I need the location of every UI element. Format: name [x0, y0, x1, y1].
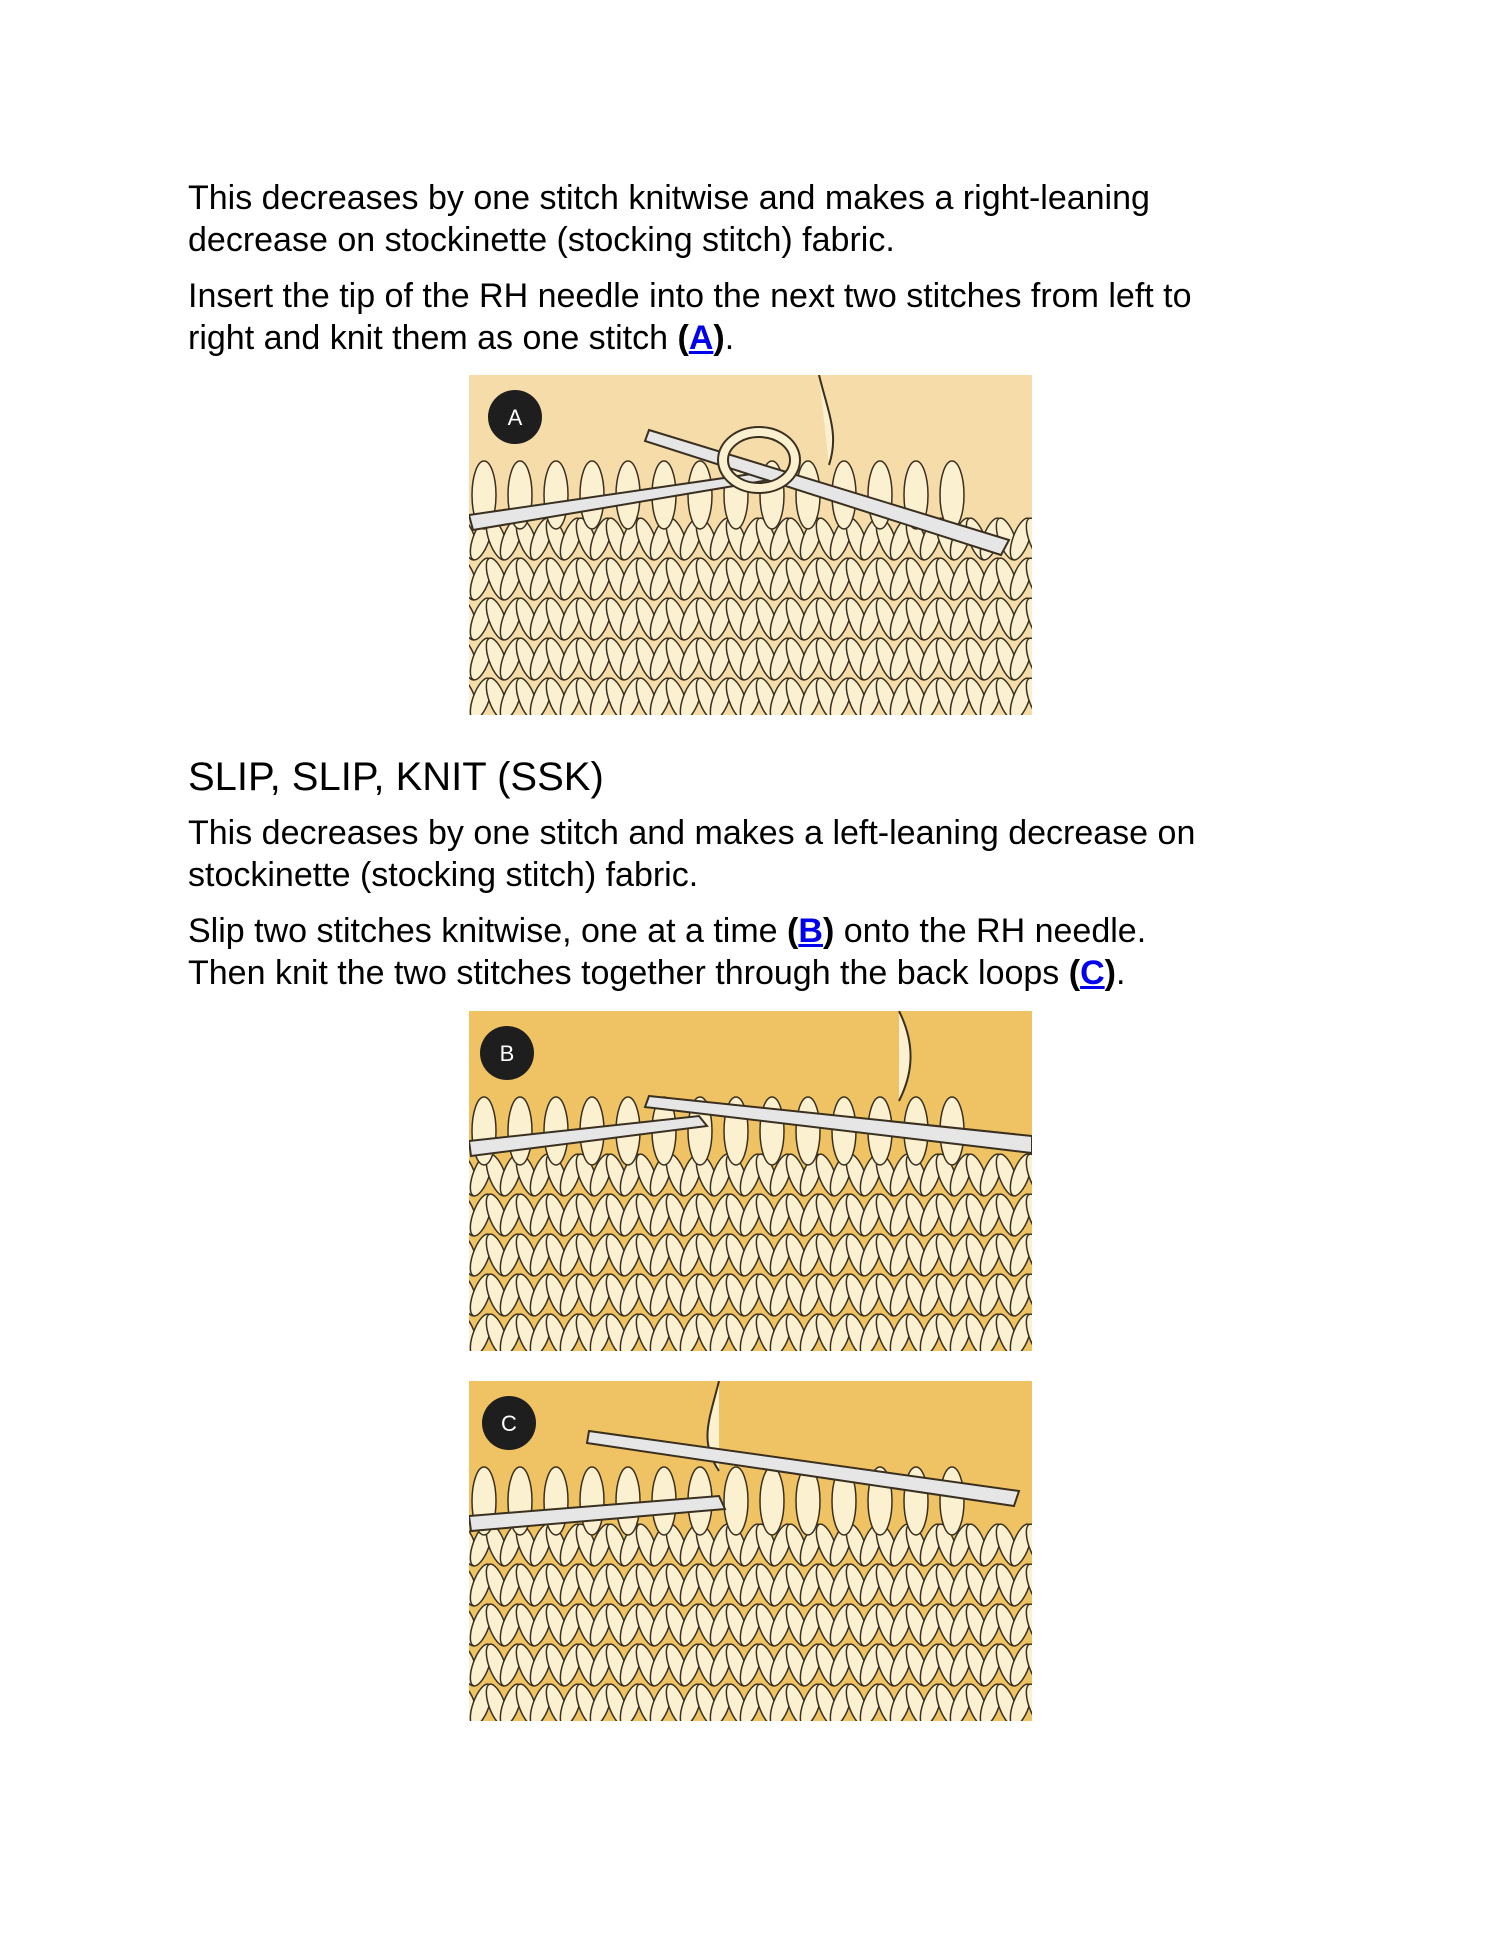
- sentence-end: .: [724, 319, 735, 357]
- needle-loop: [940, 461, 964, 529]
- ref-paren-close: ): [1104, 954, 1116, 992]
- figure-b-reference: [787, 912, 834, 950]
- figure-badge: [480, 1026, 534, 1080]
- ssk-knit-illustration: [469, 1381, 1032, 1721]
- badge-label: A: [507, 405, 523, 430]
- figure-b-ssk-slip-illustration: [469, 1011, 1032, 1351]
- ssk-instruction: [188, 910, 1146, 994]
- figure-c-reference: [1069, 954, 1116, 992]
- needle-loop: [760, 1467, 784, 1535]
- k2tog-description-line2: decrease on stockinette (stocking stitch) fabric.: [188, 221, 895, 259]
- ssk-instruction-line2: Then knit the two stitches together through the back loops: [188, 954, 1069, 992]
- needle-loop: [688, 461, 712, 529]
- badge-label: B: [499, 1041, 515, 1066]
- needle-loop: [616, 1467, 640, 1535]
- needle-loop: [544, 461, 568, 529]
- needle-loop: [580, 1467, 604, 1535]
- ssk-description-line1: This decreases by one stitch and makes a left-leaning decrease on: [188, 814, 1196, 852]
- ssk-instruction-line1: Slip two stitches knitwise, one at a time: [188, 912, 788, 950]
- needle-loop: [940, 1467, 964, 1535]
- ssk-instruction-line1-end: onto the RH needle.: [834, 912, 1147, 950]
- figure-a-link[interactable]: A: [688, 319, 714, 357]
- figure-badge: [488, 390, 542, 444]
- figure-c-link[interactable]: C: [1080, 954, 1105, 992]
- k2tog-description-line1: This decreases by one stitch knitwise and makes a right-leaning: [188, 179, 1150, 217]
- figure-c-ssk-knit-illustration: [469, 1381, 1032, 1721]
- figure-badge: [482, 1396, 536, 1450]
- k2tog-instruction-line2: right and knit them as one stitch: [188, 319, 678, 357]
- ref-paren-close: ): [713, 319, 725, 357]
- badge-label: C: [501, 1411, 517, 1436]
- ssk-heading: SLIP, SLIP, KNIT (SSK): [188, 755, 604, 799]
- ref-paren-open: (: [787, 912, 799, 950]
- ref-paren-close: ): [822, 912, 835, 950]
- needle-loop: [796, 1097, 820, 1165]
- k2tog-illustration: [469, 375, 1032, 715]
- ssk-description-line2: stockinette (stocking stitch) fabric.: [188, 856, 699, 894]
- ssk-description: [188, 812, 1195, 896]
- needle-loop: [724, 1467, 748, 1535]
- figure-a-reference: [677, 319, 724, 357]
- sentence-end: .: [1115, 954, 1126, 992]
- figure-b-link[interactable]: B: [798, 912, 823, 950]
- ref-paren-open: (: [677, 319, 689, 357]
- figure-a-k2tog-illustration: [469, 375, 1032, 715]
- ssk-slip-illustration: [469, 1011, 1032, 1351]
- k2tog-description: [188, 177, 1150, 261]
- k2tog-instruction-line1: Insert the tip of the RH needle into the next two stitches from left to: [188, 277, 1192, 315]
- k2tog-instruction: [188, 275, 1192, 359]
- ref-paren-open: (: [1068, 954, 1081, 992]
- needle-loop: [508, 1097, 532, 1165]
